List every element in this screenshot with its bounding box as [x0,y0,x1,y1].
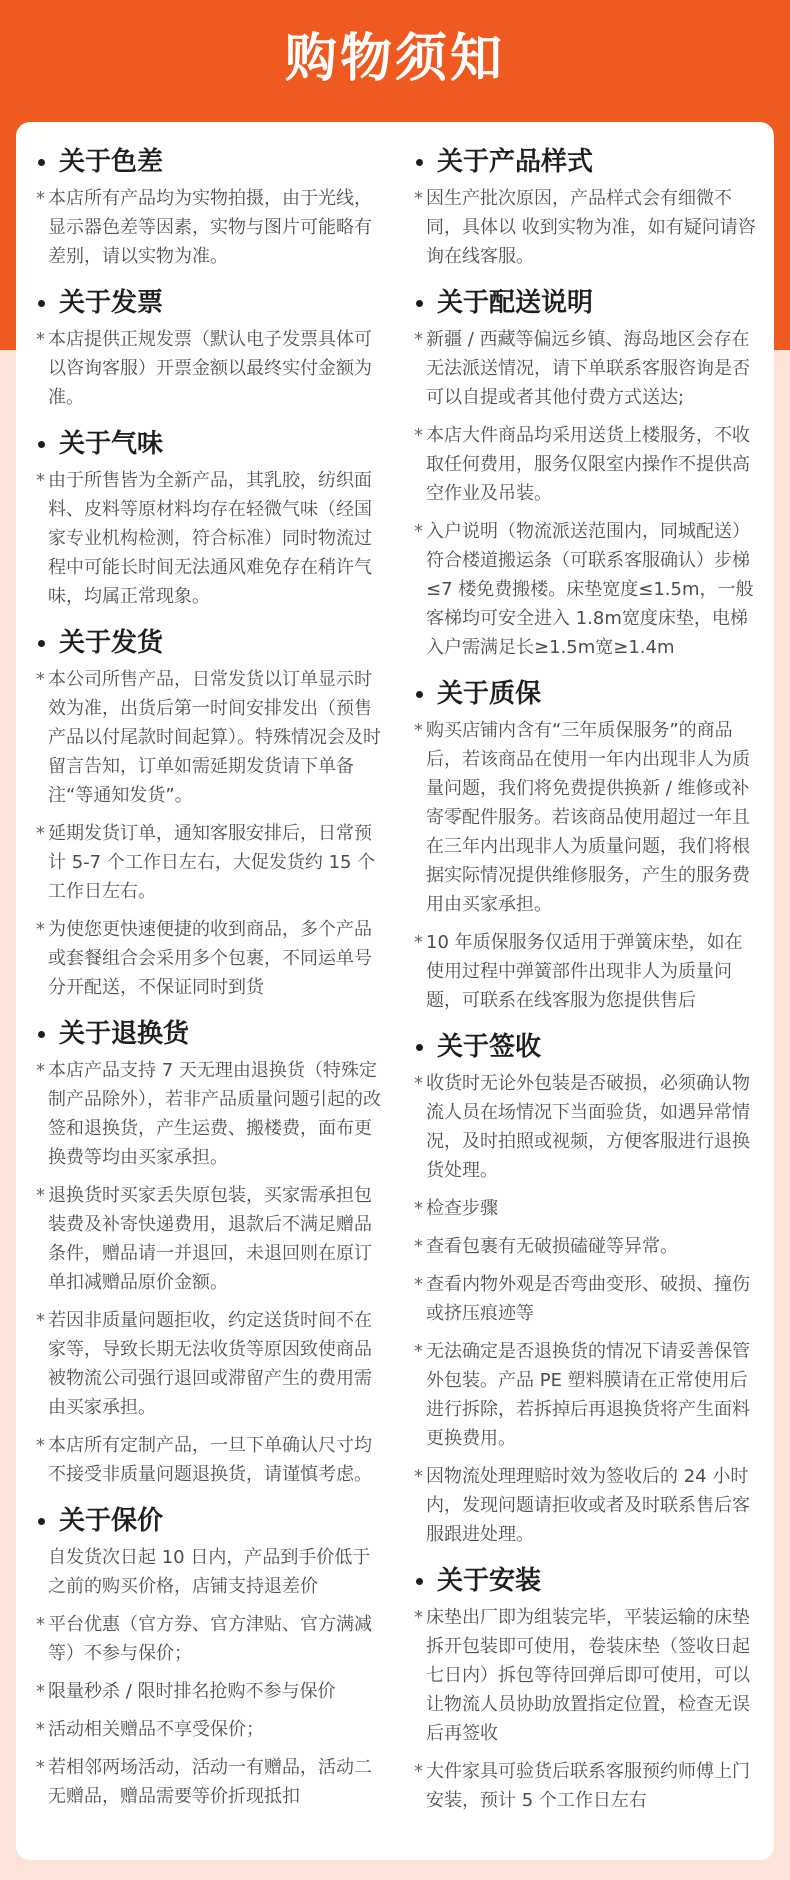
notice-card [16,122,774,1860]
section-heading [36,623,381,663]
notice-item: * 入户说明（物流派送范围内，同城配送）符合楼道搬运条（可联系客服确认）步梯≤7 楼免费搬楼。床垫宽度≤1.5m，一般客梯均可安全进入 1.8m宽度床垫，电梯入户需满足长≥1.5m宽≥1.4m [414,517,759,662]
notice-item: * 购买店铺内含有“三年质保服务”的商品后，若该商品在使用一年内出现非人为质量问题，我们将免费提供换新 / 维修或补寄零配件服务。若该商品使用超过一年且在三年内出现非人为质量问题，我们将根据实际情况提供维修服务，产生的服务费用由买家承担。 [414,716,759,919]
notice-item: * 活动相关赠品不享受保价； [36,1715,381,1744]
notice-item: * 因生产批次原因，产品样式会有细微不同，具体以 收到实物为准，如有疑问请咨询在线客服。 [414,184,759,271]
notice-item: * 检查步骤 [414,1194,759,1223]
notice-item: * 延期发货订单，通知客服安排后，日常预计 5-7 个工作日左右，大促发货约 15 个工作日左右。 [36,819,381,906]
notice-item: * 平台优惠（官方券、官方津贴、官方满减等）不参与保价； [36,1610,381,1668]
section [36,623,381,1002]
notice-item: * 本店大件商品均采用送货上楼服务，不收取任何费用，服务仅限室内操作不提供高空作业及吊装。 [414,421,759,508]
notice-item: * 本公司所售产品，日常发货以订单显示时效为准，出货后第一时间安排发出（预售产品以付尾款时间起算）。特殊情况会及时留言告知，订单如需延期发货请下单备注“等通知发货”。 [36,665,381,810]
section [414,674,759,1015]
notice-item: * 本店提供正规发票（默认电子发票具体可以咨询客服）开票金额以最终实付金额为准。 [36,325,381,412]
notice-item: * 床垫出厂即为组装完毕，平装运输的床垫拆开包装即可使用，卷装床垫（签收日起七日内）拆包等待回弹后即可使用，可以让物流人员协助放置指定位置，检查无误后再签收 [414,1603,759,1748]
left-column [36,142,381,1823]
section [414,1027,759,1549]
bullet-icon [416,1578,423,1585]
notice-item: * 若因非质量问题拒收，约定送货时间不在家等，导致长期无法收货等原因致使商品被物流公司强行退回或滞留产生的费用需由买家承担。 [36,1306,381,1422]
section [414,142,759,271]
page-title: 购物须知 [284,29,505,89]
bullet-icon [38,1031,45,1038]
notice-item: * 收货时无论外包装是否破损，必须确认物流人员在场情况下当面验货，如遇异常情况，及时拍照或视频，方便客服进行退换货处理。 [414,1069,759,1185]
notice-item: * 由于所售皆为全新产品，其乳胶，纺织面料、皮料等原材料均存在轻微气味（经国家专业机构检测，符合标准）同时物流过程中可能长时间无法通风难免存在稍许气味，均属正常现象。 [36,466,381,611]
section-title: 关于发货 [59,628,164,658]
notice-item: * 退换货时买家丢失原包装，买家需承担包装费及补寄快递费用，退款后不满足赠品条件，赠品请一并退回，未退回则在原订单扣减赠品原价金额。 [36,1181,381,1297]
notice-item: * 本店所有产品均为实物拍摄，由于光线，显示器色差等因素，实物与图片可能略有差别，请以实物为准。 [36,184,381,271]
section-heading [36,424,381,464]
section [36,142,381,271]
notice-item: * 因物流处理理赔时效为签收后的 24 小时内，发现问题请拒收或者及时联系售后客服跟进处理。 [414,1462,759,1549]
bullet-icon [38,159,45,166]
bullet-icon [38,300,45,307]
bullet-icon [416,300,423,307]
section-title: 关于气味 [59,429,164,459]
section-title: 关于发票 [59,288,164,318]
section [36,283,381,412]
notice-item: * 大件家具可验货后联系客服预约师傅上门安装，预计 5 个工作日左右 [414,1757,759,1815]
section-heading [36,283,381,323]
section [414,1561,759,1815]
section-heading [414,1027,759,1067]
section [36,1501,381,1811]
bullet-icon [38,1518,45,1525]
bullet-icon [416,1044,423,1051]
notice-item: * 本店所有定制产品，一旦下单确认尺寸均不接受非质量问题退换货，请谨慎考虑。 [36,1431,381,1489]
section-heading [36,1014,381,1054]
section-heading [414,1561,759,1601]
section-title: 关于安装 [437,1566,542,1596]
section-title: 关于配送说明 [437,288,594,318]
section-title: 关于产品样式 [437,147,594,177]
section-title: 关于签收 [437,1032,542,1062]
section-heading [36,1501,381,1541]
section-title: 关于保价 [59,1506,164,1536]
section-title: 关于退换货 [59,1019,190,1049]
bullet-icon [416,159,423,166]
notice-item: * 限量秒杀 / 限时排名抢购不参与保价 [36,1677,381,1706]
bullet-icon [38,640,45,647]
section-title: 关于色差 [59,147,164,177]
notice-item: * 无法确定是否退换货的情况下请妥善保管外包装。产品 PE 塑料膜请在正常使用后进行拆除，若拆掉后再退换货将产生面料更换费用。 [414,1337,759,1453]
section [414,283,759,662]
notice-item: * 本店产品支持 7 天无理由退换货（特殊定制产品除外），若非产品质量问题引起的改签和退换货，产生运费、搬楼费，面布更换费等均由买家承担。 [36,1056,381,1172]
bullet-icon [38,441,45,448]
notice-item: * 若相邻两场活动，活动一有赠品，活动二无赠品，赠品需要等价折现抵扣 [36,1753,381,1811]
section-heading [414,674,759,714]
notice-item: * 查看包裹有无破损磕碰等异常。 [414,1232,759,1261]
notice-item: * 为使您更快速便捷的收到商品，多个产品或套餐组合会采用多个包裹，不同运单号分开配送，不保证同时到货 [36,915,381,1002]
section-heading [414,142,759,182]
notice-item: 自发货次日起 10 日内，产品到手价低于之前的购买价格，店铺支持退差价 [48,1547,371,1597]
notice-item: * 新疆 / 西藏等偏远乡镇、海岛地区会存在无法派送情况，请下单联系客服咨询是否可以自提或者其他付费方式送达; [414,325,759,412]
section [36,424,381,611]
right-column [414,142,759,1827]
notice-item: * 10 年质保服务仅适用于弹簧床垫，如在使用过程中弹簧部件出现非人为质量问题，可联系在线客服为您提供售后 [414,928,759,1015]
notice-item: * 查看内物外观是否弯曲变形、破损、撞伤或挤压痕迹等 [414,1270,759,1328]
section [36,1014,381,1489]
section-heading [36,142,381,182]
section-title: 关于质保 [437,679,542,709]
section-heading [414,283,759,323]
bullet-icon [416,691,423,698]
